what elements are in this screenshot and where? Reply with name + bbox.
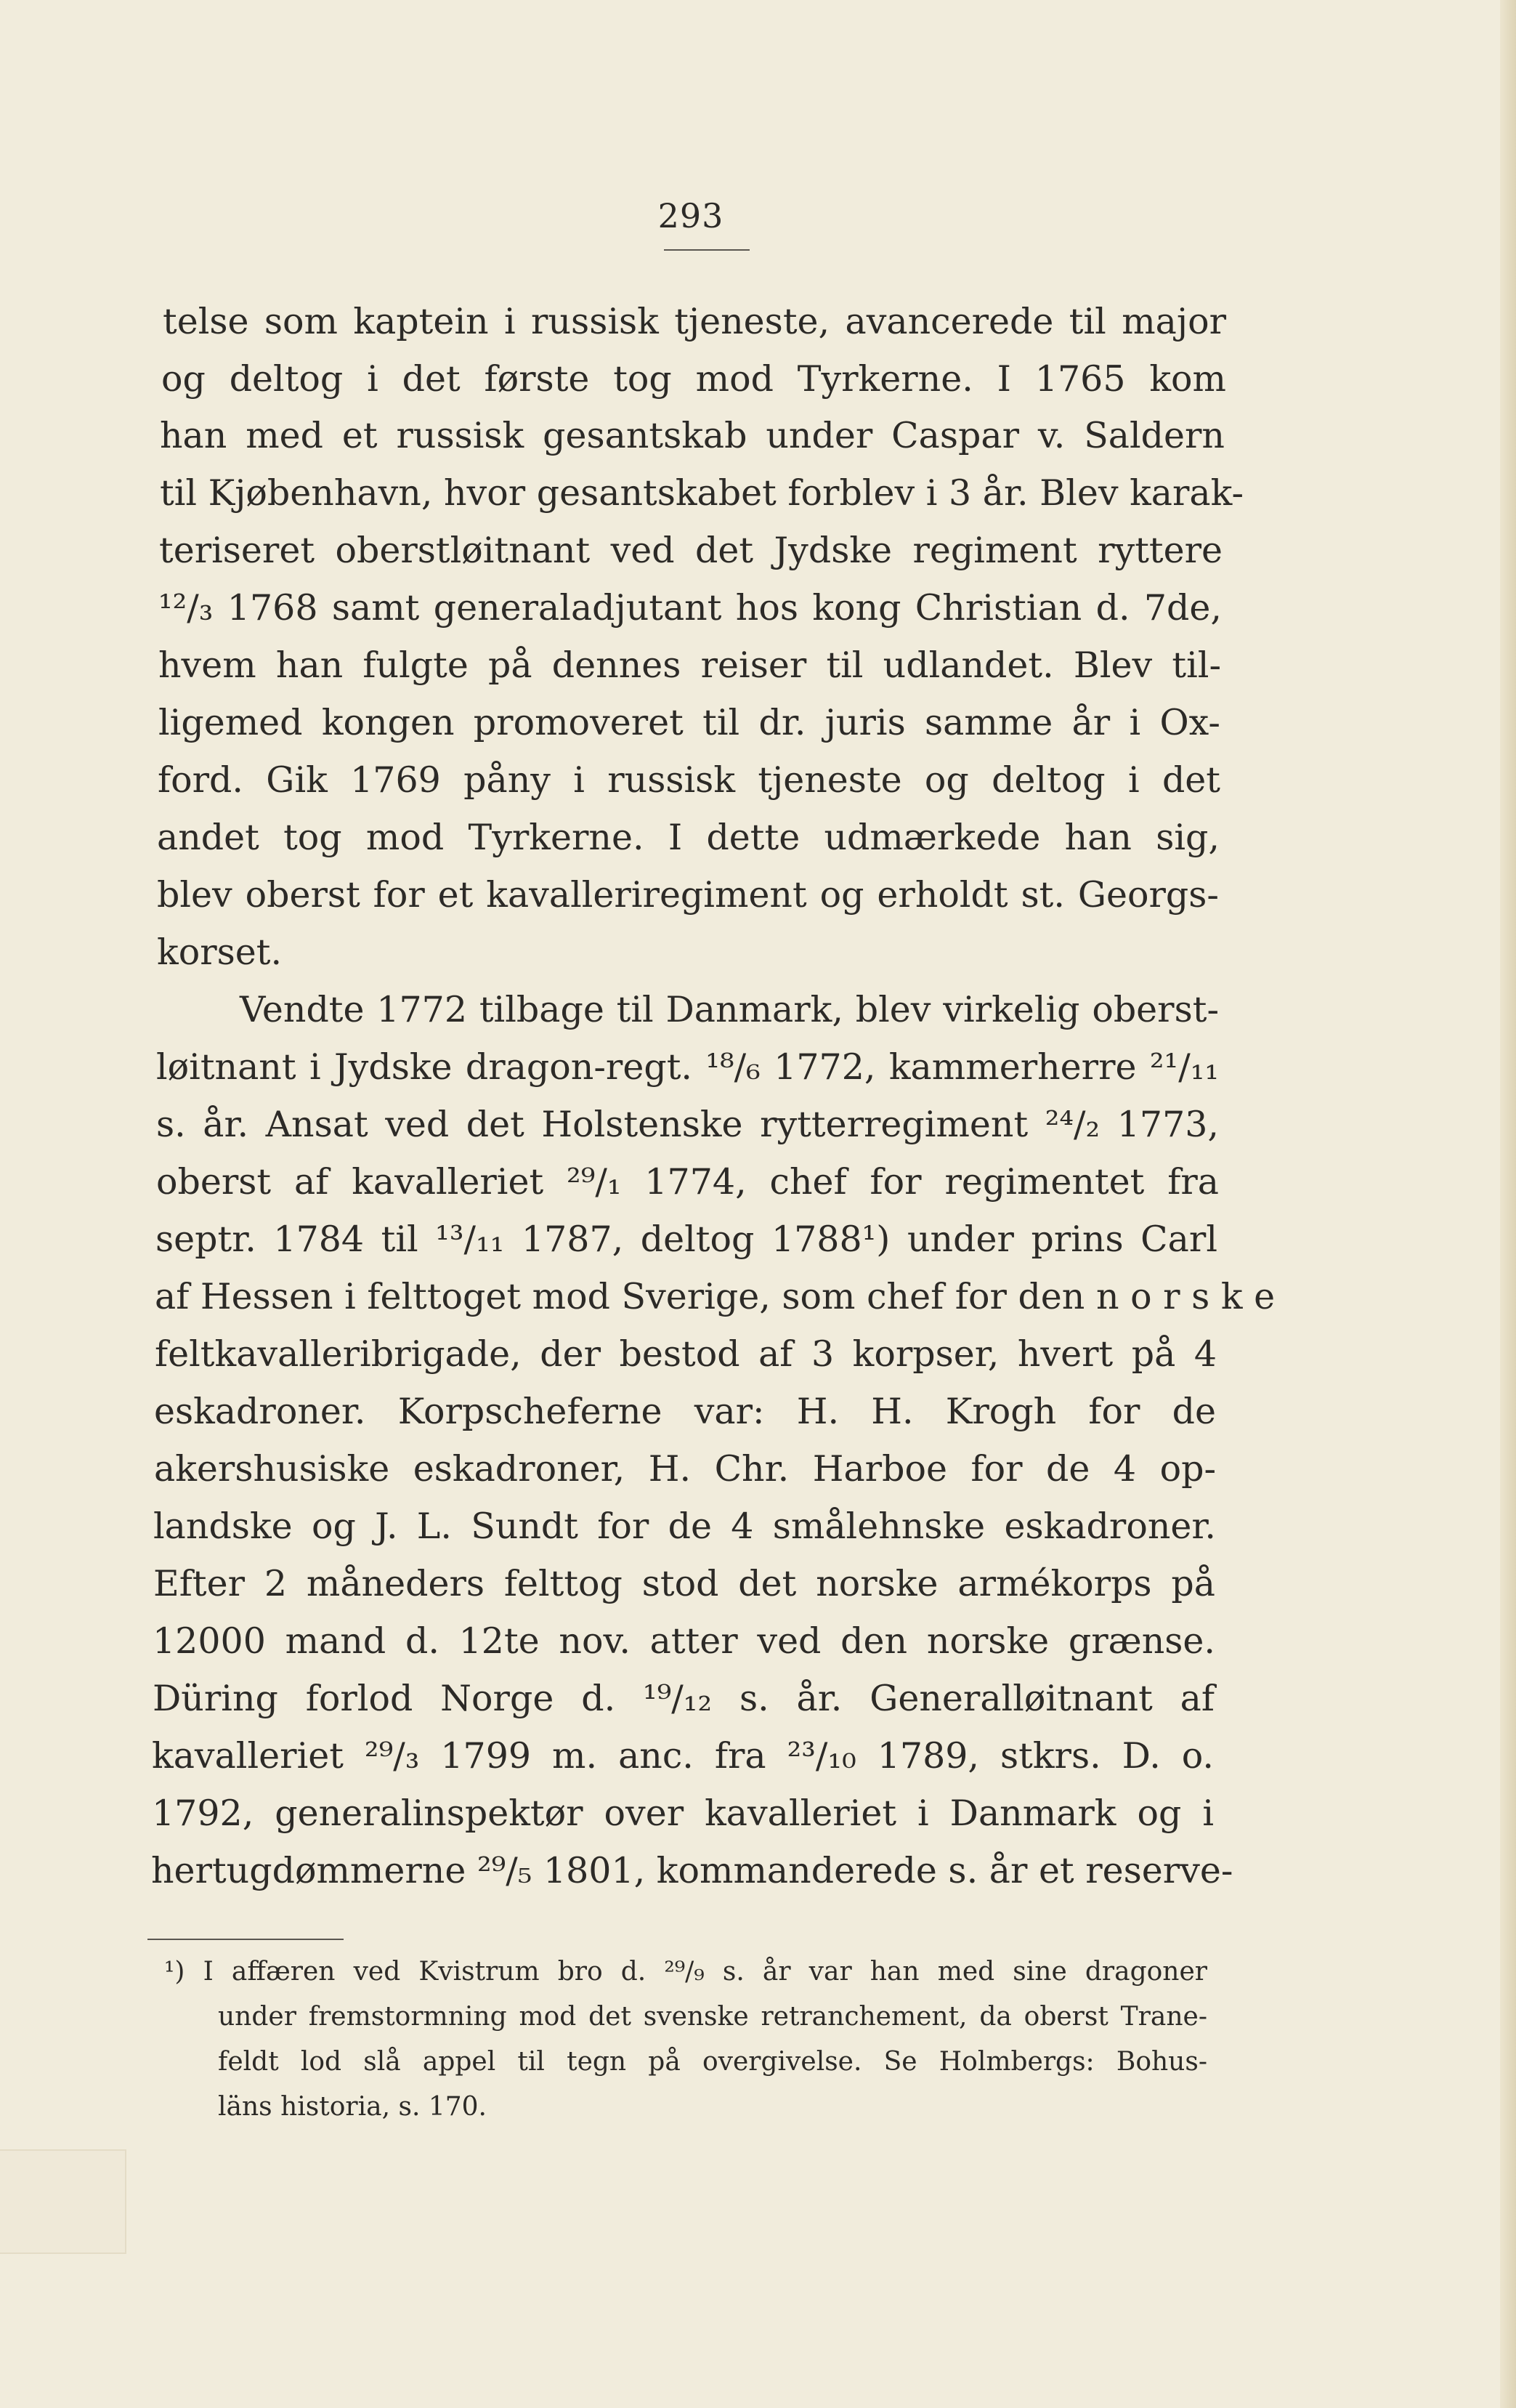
text-line: korset.: [157, 932, 283, 973]
text-line: Vendte 1772 tilbage til Danmark, blev virkelig oberst-: [240, 989, 1219, 1030]
library-stamp-area: [0, 2149, 126, 2254]
text-line: 12000 mand d. 12te nov. atter ved den norske grænse.: [153, 1620, 1215, 1662]
text-line: af Hessen i felttoget mod Sverige, som chef for den n o r s k e: [155, 1276, 1276, 1317]
text-line: hertugdømmerne ²⁹/₅ 1801, kommanderede s. år et reserve-: [151, 1850, 1233, 1891]
text-line: kavalleriet ²⁹/₃ 1799 m. anc. fra ²³/₁₀ 1789, stkrs. D. o.: [152, 1735, 1214, 1777]
text-line: løitnant i Jydske dragon-regt. ¹⁸/₆ 1772, kammerherre ²¹/₁₁: [156, 1046, 1219, 1088]
text-line: akershusiske eskadroner, H. Chr. Harboe for de 4 op-: [154, 1448, 1216, 1490]
footnote-line: feldt lod slå appel til tegn på overgivelse. Se Holmbergs: Bohus-: [218, 2047, 1207, 2077]
text-line: ford. Gik 1769 påny i russisk tjeneste og deltog i det: [158, 759, 1220, 801]
text-line: telse som kaptein i russisk tjeneste, avancerede til major: [163, 301, 1226, 342]
text-line: feltkavalleribrigade, der bestod af 3 korpser, hvert på 4: [155, 1333, 1217, 1375]
text-line: s. år. Ansat ved det Holstenske rytterregiment ²⁴/₂ 1773,: [156, 1104, 1219, 1145]
footnote-rule: [147, 1939, 344, 1940]
text-line: teriseret oberstløitnant ved det Jydske regiment ryttere: [159, 530, 1223, 571]
text-line: landske og J. L. Sundt for de 4 smålehnske eskadroner.: [153, 1506, 1216, 1547]
text-line: eskadroner. Korpscheferne var: H. H. Krogh for de: [154, 1391, 1216, 1432]
page-edge: [1500, 0, 1516, 2408]
text-line: Düring forlod Norge d. ¹⁹/₁₂ s. år. Generalløitnant af: [153, 1678, 1215, 1719]
text-line: oberst af kavalleriet ²⁹/₁ 1774, chef for regimentet fra: [156, 1161, 1219, 1203]
footnote-line: ¹) I affæren ved Kvistrum bro d. ²⁹/₉ s. år var han med sine dragoner: [164, 1957, 1207, 1987]
text-line: blev oberst for et kavalleriregiment og erholdt st. Georgs-: [157, 874, 1219, 916]
page-number-rule: [664, 249, 750, 251]
text-line: ligemed kongen promoveret til dr. juris samme år i Ox-: [158, 702, 1220, 743]
text-line: hvem han fulgte på dennes reiser til udlandet. Blev til-: [158, 645, 1221, 686]
page-number: 293: [657, 196, 724, 235]
text-line: til Kjøbenhavn, hvor gesantskabet forblev i 3 år. Blev karak-: [160, 472, 1244, 514]
text-line: septr. 1784 til ¹³/₁₁ 1787, deltog 1788¹) under prins Carl: [155, 1219, 1217, 1260]
text-line: Efter 2 måneders felttog stod det norske armékorps på: [153, 1563, 1215, 1604]
footnote-line: läns historia, s. 170.: [218, 2092, 487, 2122]
text-line: han med et russisk gesantskab under Caspar v. Saldern: [160, 415, 1225, 456]
text-line: ¹²/₃ 1768 samt generaladjutant hos kong Christian d. 7de,: [158, 587, 1222, 629]
footnote-line: under fremstormning mod det svenske retranchement, da oberst Trane-: [218, 2002, 1207, 2032]
text-line: andet tog mod Tyrkerne. I dette udmærkede han sig,: [157, 817, 1220, 858]
text-line: 1792, generalinspektør over kavalleriet i Danmark og i: [152, 1793, 1214, 1834]
text-line: og deltog i det første tog mod Tyrkerne. I 1765 kom: [161, 358, 1226, 400]
